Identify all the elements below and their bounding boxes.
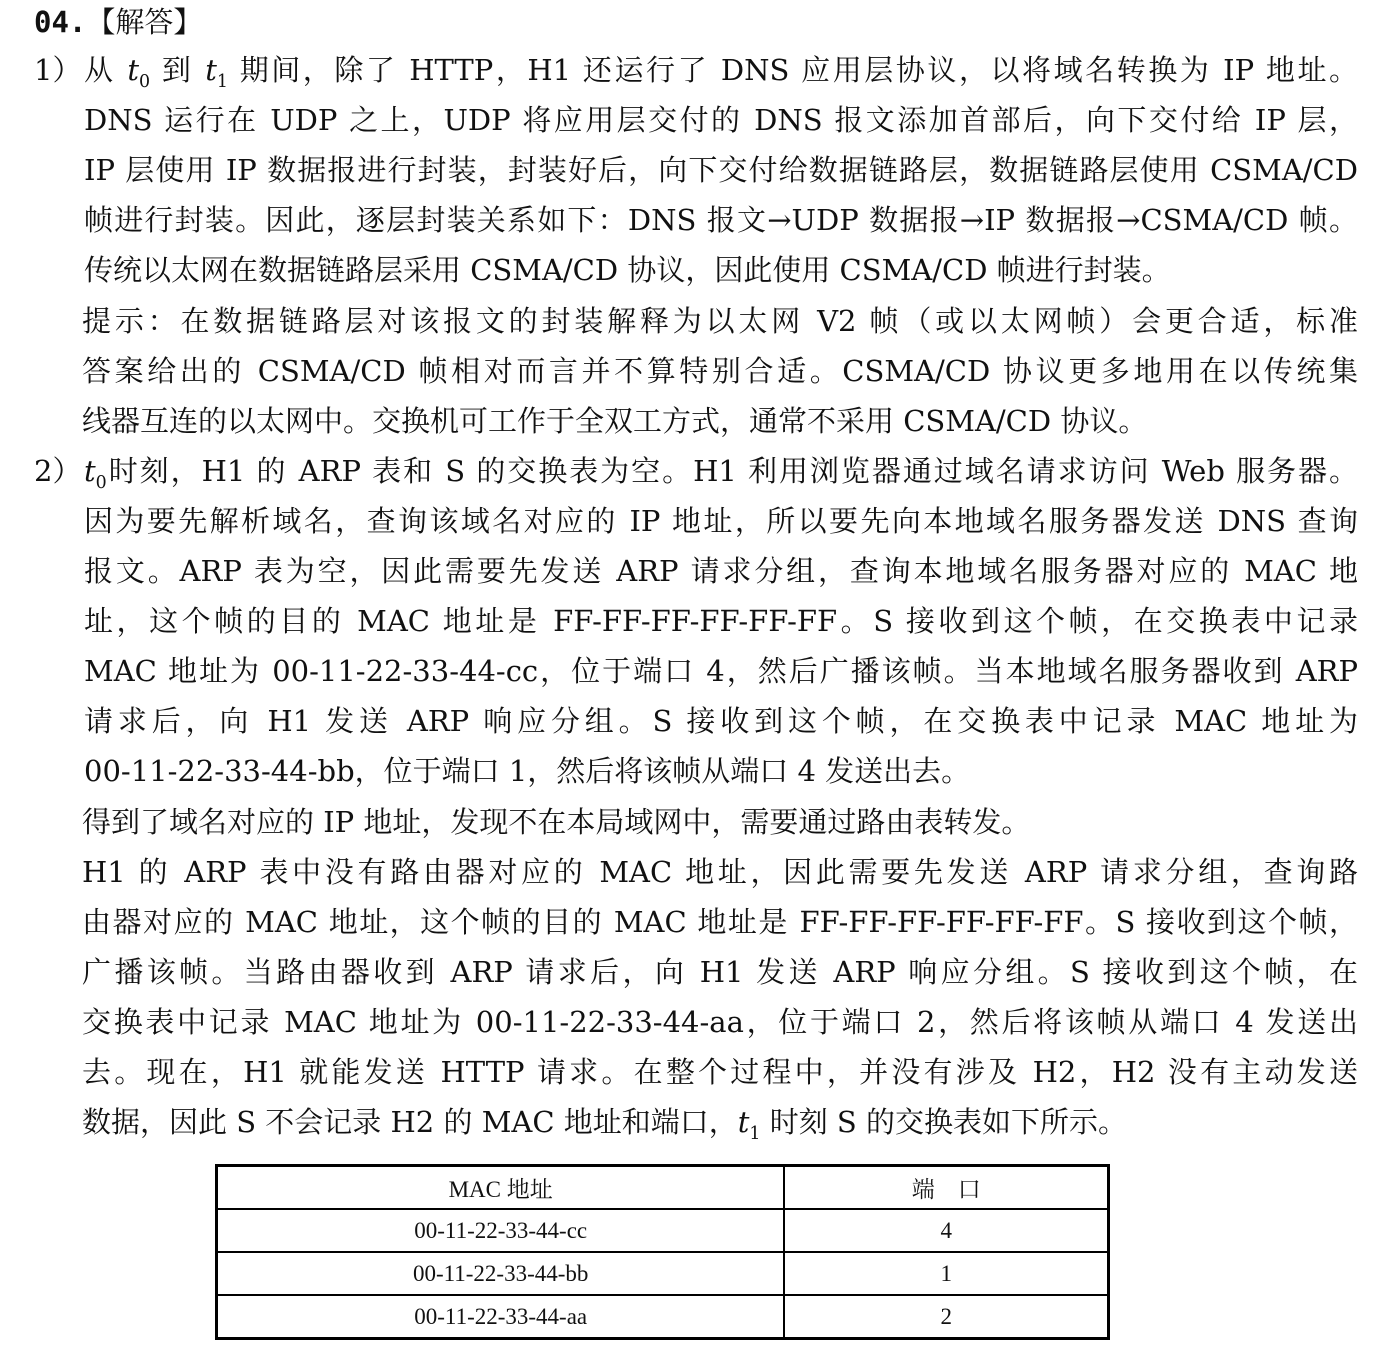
- part2-line2: 因为要先解析域名，查询该域名对应的 IP 地址，所以要先向本地域名服务器发送 DNS 查询: [84, 504, 1358, 538]
- hint-line3: 线器互连的以太网中。交换机可工作于全双工方式，通常不采用 CSMA/CD 协议。: [82, 404, 1148, 438]
- table-row: [217, 1209, 1109, 1252]
- switch-table: [215, 1164, 1110, 1340]
- part1-marker: 1）: [34, 53, 82, 87]
- part2-marker: 2）: [34, 454, 82, 488]
- header-mac: MAC 地址: [217, 1166, 785, 1210]
- table-row: [217, 1252, 1109, 1295]
- hint-line1: 提示：在数据链路层对该报文的封装解释为以太网 V2 帧（或以太网帧）会更合适，标准: [82, 304, 1358, 338]
- part2-line4: 址，这个帧的目的 MAC 地址是 FF-FF-FF-FF-FF-FF。S 接收到这个帧，在交换表中记录: [84, 604, 1358, 638]
- part2-line7: 00-11-22-33-44-bb，位于端口 1，然后将该帧从端口 4 发送出去。: [84, 754, 971, 788]
- part1-line3: IP 层使用 IP 数据报进行封装，封装好后，向下交付给数据链路层，数据链路层使用 CSMA/CD: [84, 153, 1358, 187]
- hint-line2: 答案给出的 CSMA/CD 帧相对而言并不算特别合适。CSMA/CD 协议更多地用在以传统集: [82, 354, 1358, 388]
- part2-line10: 由器对应的 MAC 地址，这个帧的目的 MAC 地址是 FF-FF-FF-FF-FF-FF。S 接收到这个帧，: [82, 905, 1358, 939]
- part2-line9: H1 的 ARP 表中没有路由器对应的 MAC 地址，因此需要先发送 ARP 请求分组，查询路: [82, 855, 1358, 889]
- part2-line8: 得到了域名对应的 IP 地址，发现不在本局域网中，需要通过路由表转发。: [82, 805, 1031, 839]
- part1-line1: 从 $t_0$ 到 $t_1$ 期间，除了 HTTP，H1 还运行了 DNS 应用层协议，以将域名转换为 IP 地址。: [84, 53, 1359, 92]
- header-port: 端 口: [784, 1166, 1108, 1210]
- question-number: 04.: [34, 5, 87, 39]
- mac-cell: 00-11-22-33-44-aa: [217, 1295, 785, 1339]
- part2-line13: 去。现在，H1 就能发送 HTTP 请求。在整个过程中，并没有涉及 H2，H2 没有主动发送: [82, 1055, 1358, 1089]
- table-header-row: [217, 1166, 1109, 1210]
- port-cell: 2: [784, 1295, 1108, 1339]
- part2-line5: MAC 地址为 00-11-22-33-44-cc，位于端口 4，然后广播该帧。当本地域名服务器收到 ARP: [84, 654, 1358, 688]
- table-row: [217, 1295, 1109, 1339]
- answer-label: 【解答】: [86, 5, 203, 39]
- part2-line11: 广播该帧。当路由器收到 ARP 请求后，向 H1 发送 ARP 响应分组。S 接收到这个帧，在: [82, 955, 1358, 989]
- part2-line6: 请求后，向 H1 发送 ARP 响应分组。S 接收到这个帧，在交换表中记录 MAC 地址为: [84, 704, 1358, 738]
- mac-cell: 00-11-22-33-44-bb: [217, 1252, 785, 1295]
- part1-line5: 传统以太网在数据链路层采用 CSMA/CD 协议，因此使用 CSMA/CD 帧进行封装。: [84, 253, 1171, 287]
- answer-heading: [34, 0, 202, 44]
- part1-line2: DNS 运行在 UDP 之上，UDP 将应用层交付的 DNS 报文添加首部后，向下交付给 IP 层，: [84, 103, 1358, 137]
- part2-line3: 报文。ARP 表为空，因此需要先发送 ARP 请求分组，查询本地域名服务器对应的 MAC 地: [84, 554, 1358, 588]
- part2-line14: 数据，因此 S 不会记录 H2 的 MAC 地址和端口，$t_1$ 时刻 S 的交换表如下所示。: [82, 1105, 1128, 1144]
- part2-line1: $t_0$时刻，H1 的 ARP 表和 S 的交换表为空。H1 利用浏览器通过域名请求访问 Web 服务器。: [84, 454, 1358, 493]
- part1-line4: 帧进行封装。因此，逐层封装关系如下：DNS 报文→UDP 数据报→IP 数据报→CSMA/CD 帧。: [84, 203, 1358, 237]
- part2-line12: 交换表中记录 MAC 地址为 00-11-22-33-44-aa，位于端口 2，然后将该帧从端口 4 发送出: [82, 1005, 1358, 1039]
- port-cell: 4: [784, 1209, 1108, 1252]
- port-cell: 1: [784, 1252, 1108, 1295]
- mac-cell: 00-11-22-33-44-cc: [217, 1209, 785, 1252]
